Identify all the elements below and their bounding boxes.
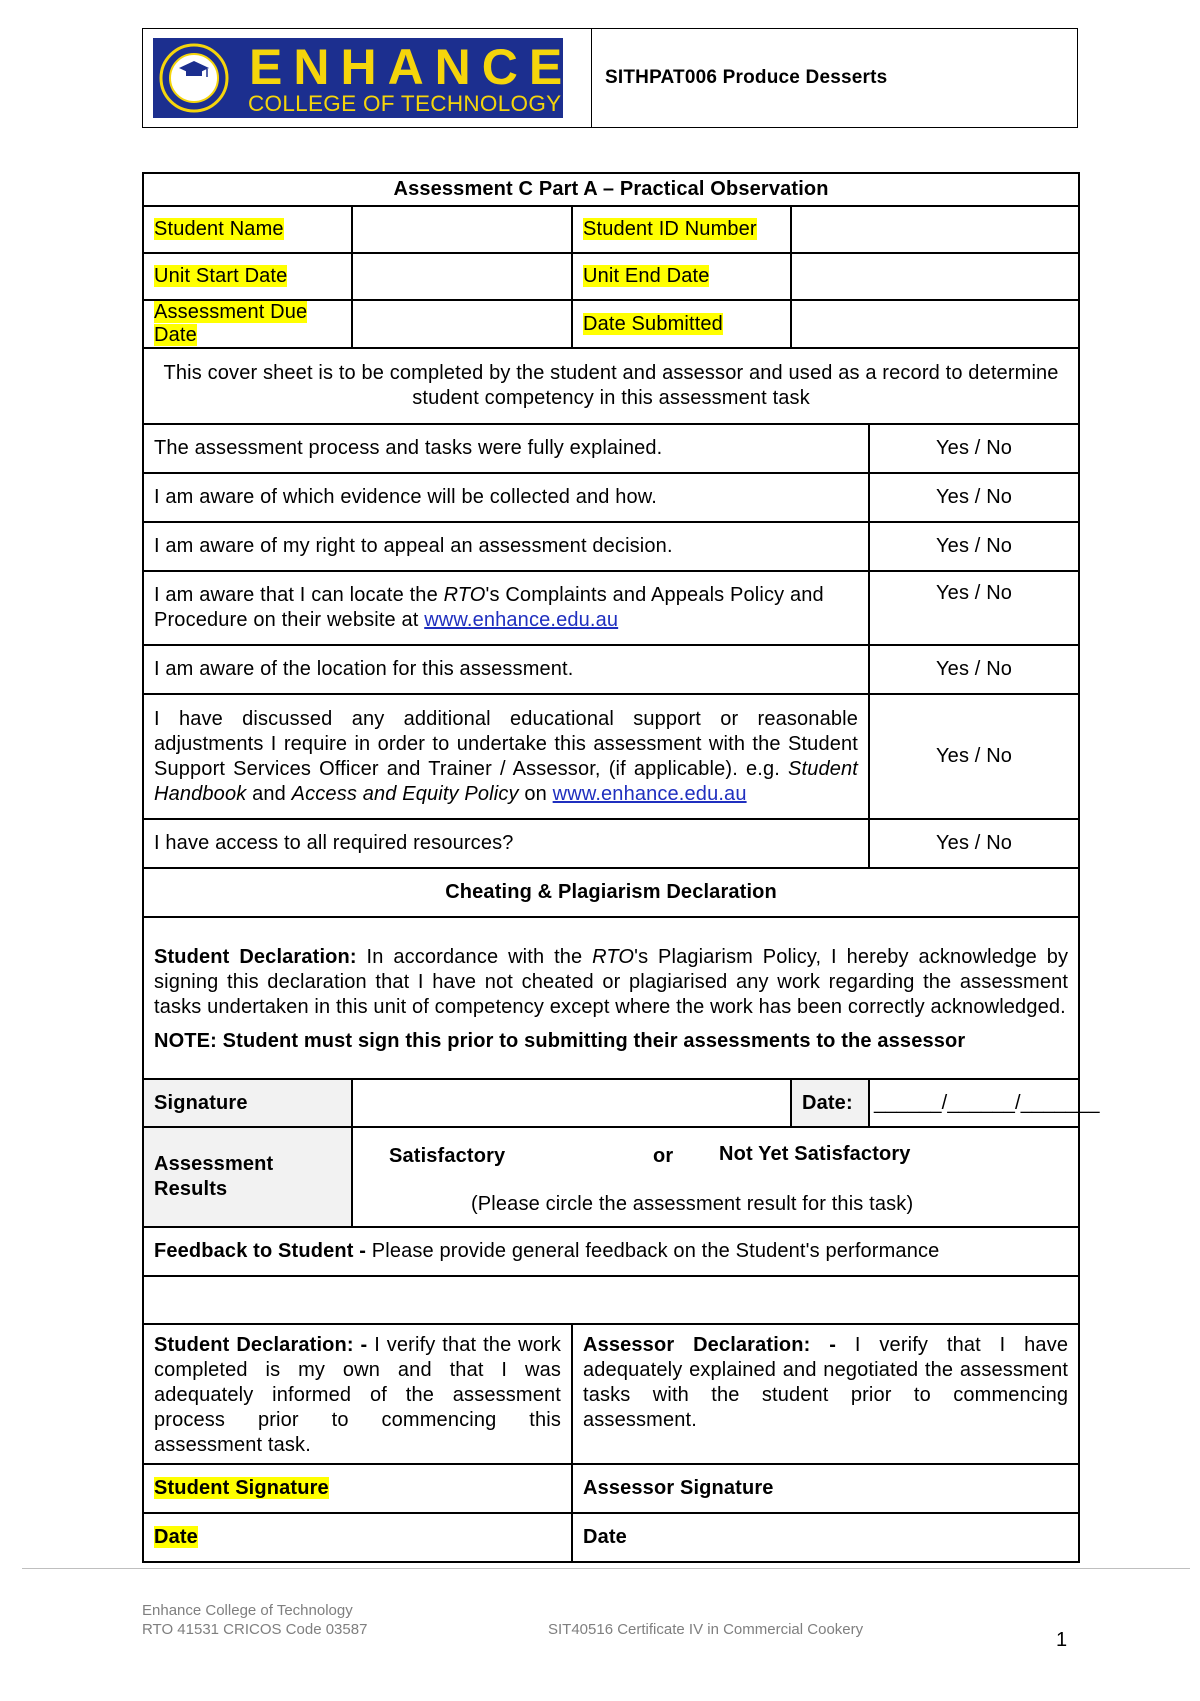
- assessor-declaration-text: I verify that I have adequately explained and negotiated the assessment tasks with the student prior to commencing assessment.: [583, 1334, 1069, 1431]
- feedback-label: Feedback to Student -: [154, 1240, 367, 1262]
- student-date-label: Date: [154, 1526, 198, 1548]
- assessor-date-cell[interactable]: [572, 1513, 1079, 1562]
- document-header: [142, 28, 1078, 128]
- assessment-cover-sheet: [142, 172, 1100, 1563]
- assessor-signature-cell[interactable]: [572, 1464, 1079, 1513]
- unit-title: SITHPAT006 Produce Desserts: [592, 29, 1078, 128]
- declaration-text: 's Plagiarism Policy, I hereby acknowledge by signing this declaration that I have not cheated or plagiarised any work regarding the assessment tasks undertaken in this unit of competency except where the work has been correctly acknowledged.: [154, 946, 1069, 1018]
- student-name-label-cell: [143, 206, 352, 253]
- or-text: or: [653, 1145, 674, 1167]
- yes-no-option[interactable]: Yes / No: [869, 571, 1079, 645]
- yes-no-option[interactable]: Yes / No: [869, 645, 1079, 694]
- page-number: 1: [1056, 1629, 1068, 1651]
- footer-codes: RTO 41531 CRICOS Code 03587: [142, 1621, 368, 1638]
- handbook-text: Student Handbook: [154, 757, 858, 805]
- date-submitted-label-cell: [572, 300, 791, 348]
- statement-location: I am aware of the location for this assessment.: [143, 645, 869, 694]
- rto-text: RTO: [443, 584, 486, 606]
- assessor-declaration-label: Assessor Declaration: -: [583, 1334, 837, 1356]
- unit-end-field[interactable]: [791, 253, 1079, 300]
- website-link[interactable]: www.enhance.edu.au: [552, 782, 747, 805]
- statement-text: and: [246, 782, 292, 805]
- assessor-declaration: [572, 1324, 1079, 1464]
- assessment-results-label: Assessment Results: [143, 1127, 352, 1227]
- yes-no-option[interactable]: Yes / No: [869, 819, 1079, 868]
- footer-qualification: SIT40516 Certificate IV in Commercial Cookery: [548, 1621, 864, 1638]
- statement-explained: The assessment process and tasks were fully explained.: [143, 424, 869, 473]
- date-label: Date:: [791, 1079, 869, 1127]
- cover-note: This cover sheet is to be completed by the student and assessor and used as a record to determine student competency in this assessment task: [143, 348, 1079, 424]
- statement-text: I am aware that I can locate the: [154, 584, 444, 606]
- rto-text: RTO: [592, 946, 635, 968]
- not-yet-satisfactory-option[interactable]: Not Yet Satisfactory: [719, 1143, 911, 1165]
- results-instruction: (Please circle the assessment result for this task): [471, 1193, 914, 1215]
- unit-start-label-cell: [143, 253, 352, 300]
- unit-end-label: Unit End Date: [583, 265, 710, 287]
- assessor-signature-label: Assessor Signature: [583, 1477, 774, 1499]
- plagiarism-declaration: [143, 917, 1079, 1079]
- student-signature-cell[interactable]: [143, 1464, 572, 1513]
- student-date-cell[interactable]: [143, 1513, 572, 1562]
- due-date-label: Assessment Due Date: [154, 301, 308, 346]
- plagiarism-note: NOTE: Student must sign this prior to submitting their assessments to the assessor: [154, 1030, 966, 1052]
- yes-no-option[interactable]: Yes / No: [869, 424, 1079, 473]
- statement-appeal: I am aware of my right to appeal an assessment decision.: [143, 522, 869, 571]
- unit-start-label: Unit Start Date: [154, 265, 288, 287]
- website-link[interactable]: www.enhance.edu.au: [424, 609, 619, 631]
- plagiarism-heading: Cheating & Plagiarism Declaration: [143, 868, 1079, 917]
- assessor-date-label: Date: [583, 1526, 627, 1548]
- student-id-label: Student ID Number: [583, 218, 757, 240]
- statement-text: 's Complaints and Appeals Policy and Procedure on their website at: [154, 584, 824, 631]
- date-field[interactable]: ______/______/_______: [869, 1079, 1079, 1127]
- assessment-results-cell: [352, 1127, 1079, 1227]
- policy-text: Access and Equity Policy: [291, 782, 519, 805]
- yes-no-option[interactable]: Yes / No: [869, 522, 1079, 571]
- student-declaration-label: Student Declaration: -: [154, 1334, 368, 1356]
- statement-resources: I have access to all required resources?: [143, 819, 869, 868]
- plagiarism-text: [154, 945, 1068, 1020]
- signature-label: Signature: [143, 1079, 352, 1127]
- student-id-field[interactable]: [791, 206, 1079, 253]
- due-date-label-cell: [143, 300, 352, 348]
- statement-evidence: I am aware of which evidence will be collected and how.: [143, 473, 869, 522]
- student-name-field[interactable]: [352, 206, 572, 253]
- footer-org: Enhance College of Technology: [142, 1602, 353, 1619]
- form-title: Assessment C Part A – Practical Observation: [143, 173, 1079, 206]
- student-declaration-text: I verify that the work completed is my own and that I was adequately informed of the assessment process prior to commencing this assessment task.: [154, 1334, 562, 1456]
- date-submitted-label: Date Submitted: [583, 312, 723, 335]
- logo-subtitle-text: COLLEGE OF TECHNOLOGY: [248, 91, 562, 116]
- statement-text: on: [518, 782, 553, 805]
- signature-field[interactable]: [352, 1079, 791, 1127]
- logo-cell: [143, 29, 592, 128]
- student-signature-label: Student Signature: [154, 1477, 329, 1499]
- yes-no-option[interactable]: Yes / No: [869, 473, 1079, 522]
- feedback-heading: [143, 1227, 1079, 1276]
- footer-divider: [22, 1568, 1190, 1569]
- statement-support: [143, 694, 869, 819]
- college-seal-icon: [159, 43, 229, 113]
- satisfactory-option[interactable]: Satisfactory: [389, 1145, 506, 1167]
- student-id-label-cell: [572, 206, 791, 253]
- unit-start-field[interactable]: [352, 253, 572, 300]
- college-logo: [153, 38, 574, 118]
- feedback-instruction: Please provide general feedback on the Student's performance: [366, 1240, 940, 1262]
- statement-text: I have discussed any additional educational support or reasonable adjustments I require in order to undertake this assessment with the Student Support Services Officer and Trainer / Assessor, (if applicable). e.g.: [154, 707, 858, 780]
- statement-complaints-policy: [143, 571, 869, 645]
- feedback-field[interactable]: [143, 1276, 1079, 1324]
- unit-end-label-cell: [572, 253, 791, 300]
- student-name-label: Student Name: [154, 218, 284, 240]
- date-submitted-field[interactable]: [791, 300, 1079, 348]
- due-date-field[interactable]: [352, 300, 572, 348]
- logo-brand-text: ENHANCE: [249, 39, 574, 95]
- declaration-label: Student Declaration:: [154, 946, 357, 968]
- declaration-text: In accordance with the: [356, 946, 593, 968]
- student-declaration: [143, 1324, 572, 1464]
- yes-no-option[interactable]: Yes / No: [869, 694, 1079, 819]
